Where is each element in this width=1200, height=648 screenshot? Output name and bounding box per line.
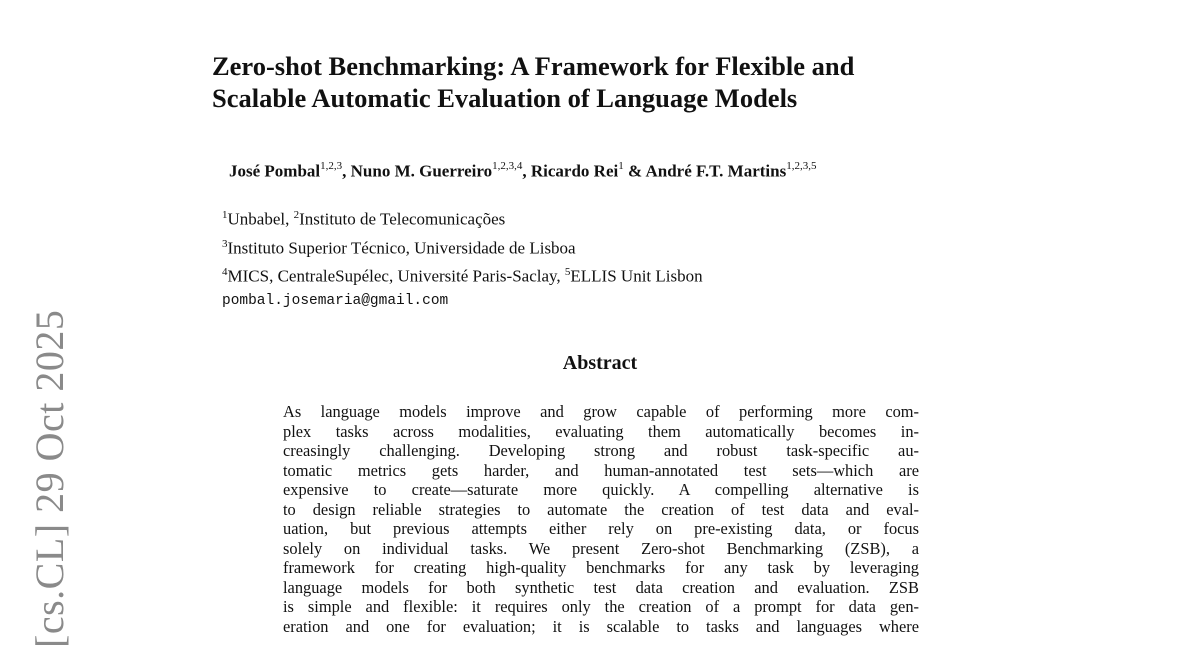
abstract-line: solely on individual tasks. We present Zero-shot Benchmarking (ZSB), a <box>283 538 919 558</box>
title-line: Zero-shot Benchmarking: A Framework for Flexible and <box>212 51 855 81</box>
title-line: Scalable Automatic Evaluation of Language Models <box>212 83 798 113</box>
abstract-line: expensive to create—saturate more quickly. A compelling alternative is <box>283 480 919 499</box>
abstract-line: plex tasks across modalities, evaluating them automatically becomes in- <box>283 421 919 441</box>
author-affil-marker: 1 <box>618 160 624 172</box>
author-email[interactable]: pombal.josemaria@gmail.com <box>222 292 449 309</box>
affiliation-block <box>222 203 703 313</box>
author-name: André F.T. Martins <box>645 161 787 181</box>
author-separator: , <box>342 161 351 181</box>
abstract-line: creasingly challenging. Developing strong and robust task-specific au- <box>283 441 919 460</box>
author-name: Ricardo Rei <box>530 161 619 181</box>
abstract-line: As language models improve and grow capable of performing more com- <box>283 402 919 421</box>
author-affil-marker: 1,2,3,4 <box>492 160 523 172</box>
affiliation-line <box>222 203 703 232</box>
abstract-line: tomatic metrics gets harder, and human-annotated test sets—which are <box>283 460 919 480</box>
author-name: José Pombal <box>229 161 321 181</box>
affil-text: Unbabel, <box>227 209 294 229</box>
author-affil-marker: 1,2,3,5 <box>786 160 817 172</box>
arxiv-stamp: [cs.CL] 29 Oct 2025 <box>27 309 72 648</box>
affil-number: 3 <box>222 237 228 250</box>
abstract-line: eration and one for evaluation; it is scalable to tasks and languages where <box>283 616 919 636</box>
abstract-line: uation, but previous attempts either rely on pre-existing data, or focus <box>283 519 919 538</box>
affil-number: 5 <box>564 266 571 279</box>
abstract-line: to design reliable strategies to automate the creation of test data and eval- <box>283 499 919 519</box>
affil-text: MICS, CentraleSupélec, Université Paris-Saclay, <box>227 266 565 286</box>
abstract-line: language models for both synthetic test data creation and evaluation. ZSB <box>283 577 919 597</box>
author-separator: , <box>522 161 531 181</box>
affil-text: Instituto Superior Técnico, Universidade de Lisboa <box>227 238 576 258</box>
abstract-heading <box>0 350 1200 376</box>
author-affil-marker: 1,2,3 <box>320 160 343 172</box>
author-list <box>229 156 816 183</box>
affil-number: 4 <box>222 266 228 279</box>
author-name: Nuno M. Guerreiro <box>350 161 493 181</box>
author-separator: & <box>623 161 646 181</box>
affil-text: ELLIS Unit Lisbon <box>570 266 703 286</box>
affiliation-line <box>222 260 703 289</box>
abstract-line: framework for creating high-quality benchmarks for any task by leveraging <box>283 558 919 577</box>
affil-number: 2 <box>293 209 300 221</box>
paper-title <box>212 50 972 114</box>
abstract-line: is simple and flexible: it requires only the creation of a prompt for data gen- <box>283 597 919 616</box>
abstract-heading-text: Abstract <box>562 352 638 374</box>
abstract-body <box>283 402 919 636</box>
affil-number: 1 <box>222 209 228 221</box>
affil-text: Instituto de Telecomunicações <box>299 209 506 229</box>
affiliation-line <box>222 232 703 261</box>
